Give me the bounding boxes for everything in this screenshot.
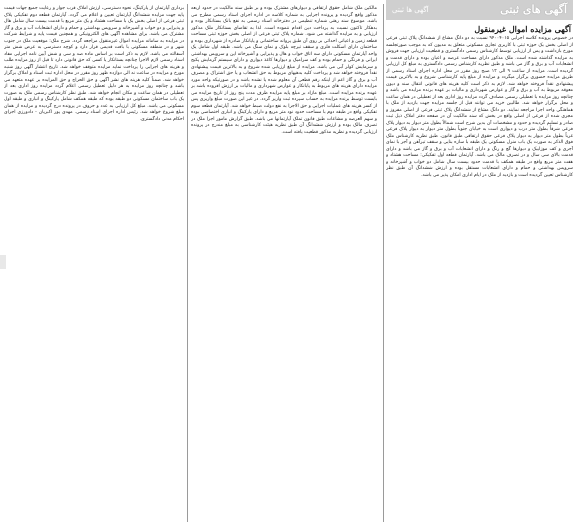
banner-title: آگهی های ثبتی <box>500 3 567 16</box>
column-right <box>386 0 573 526</box>
ad-body-left: برداری آپارتمان از پارکینگ، نحوه دسترسی، ارزش املاک قرب جوار و رعایت جمیع جهات قیمت پایه جهت مزایده ششدانگ آپارتمان تعیین و اعلام می گردد. آپارتمان قطعه دوم تفکیکی پلاک ثبتی فرعی از اصلی بخش یک با مساحت هشتاد و یک متر مربع با قدمت بیست سال شامل هال و پذیرایی و دو خواب و آشپزخانه و سرویس بهداشتی و حمام و دارای انشعابات آب و برق و گاز مشترک می باشد. برای مشاهده آگهی های الکترونیکی و همچنین قیمت پایه و شرایط شرکت در مزایده به سامانه مزایده اموال غیرمنقول مراجعه گردد. شرح ملک: موقعیت ملک در جنوب شهر و در منطقه مسکونی با بافت قدیمی قرار دارد و کوچه دسترسی به عرض شش متر آسفالته می باشد. لازم به ذکر است بر اساس ماده صد و سی و شش آیین نامه اجرایی مفاد اسناد رسمی لازم الاجرا چنانچه بستانکار یا کسی که حق قانونی دارد تا قبل از روز مزایده طلب و هزینه های اجرایی را پرداخت نماید مزایده متوقف خواهد شد. تاریخ انتشار آگهی روز شنبه مورخ و مزایده در ساعت نه الی دوازده ظهر روز مقرر در محل اداره ثبت اسناد و املاک برگزار خواهد شد. ضمناً کلیه هزینه های نشر آگهی و حق الحراج و حق المزایده بر عهده متعهد می باشد و چنانچه روز مزایده به هر دلیل تعطیل رسمی اعلام گردد مزایده روز اداری بعد از تعطیلی در همان ساعت و مکان انجام خواهد شد. طبق نظر کارشناس رسمی ملک به صورت یک باب ساختمان مسکونی دو طبقه بوده که طبقه همکف شامل پارکینگ و انباری و طبقه اول مسکونی می باشد. مبلغ کل ارزیابی به عدد و حروف در پرونده درج گردیده و مزایده از همان مبلغ شروع خواهد شد. رئیس اداره اجرای اسناد رسمی. مهدی پور اکبریان - دادورزی اجرای احکام مدنی دادگستری. <box>4 6 184 122</box>
ad-body-right: در خصوص پرونده کلاسه اجرایی ۹۴۰۰۴۰۱۵ نسبت به دو دانگ مشاع از ششدانگ پلاک ثبتی فرعی از اصلی بخش یک حوزه ثبتی با کاربری تجاری مسکونی متعلق به مدیون که به موجب صورتجلسه مورخ بازداشت و پس از ارزیابی توسط کارشناس رسمی دادگستری و قطعیت ارزیابی جهت فروش به مزایده گذاشته شده است. ملک مذکور دارای مساحت عرصه و اعیان بوده و دارای قدمت و انشعابات آب و برق و گاز می باشد و طبق نظریه کارشناس رسمی دادگستری به مبلغ کل ارزیابی گردیده است. مزایده از ساعت ۹ الی ۱۲ صبح روز مقرر در محل اداره اجرای اسناد رسمی از طریق مزایده حضوری برگزار میگردد و مزایده از مبلغ پایه کارشناسی شروع و به بالاترین قیمت پیشنهادی نقداً فروخته خواهد شد. لازم به ذکر است کلیه هزینه های قانونی انتقال سند و دیون معوقه مربوط به آب و برق و گاز و عوارض شهرداری و مالیات بر عهده برنده مزایده می باشد و چنانچه روز مزایده با تعطیلی رسمی مصادف گردد مزایده روز اداری بعد از تعطیلی در همان ساعت و محل برگزار خواهد شد. طالبین خرید می توانند قبل از جلسه مزایده جهت بازدید از ملک با هماهنگی واحد اجرا مراجعه نمایند. دو دانگ مشاع از ششدانگ پلاک ثبتی فرعی از اصلی مفروز و مجزی شده از فرعی از اصلی واقع در بخش که سند مالکیت آن در صفحه دفتر املاک ذیل ثبت صادر و تسلیم گردیده و حدود و مشخصات آن بدین شرح است شمالاً بطول متر دیوار به دیوار پلاک فرعی شرقاً بطول متر درب و دیواری است به خیابان جنوباً بطول متر دیوار به دیوار پلاک فرعی غرباً بطول متر دیوار به دیوار پلاک فرعی حقوق ارتفاقی طبق قانون. طبق نظریه کارشناس ملک فوق الذکر به صورت یک باب منزل مسکونی یک طبقه با سازه بنایی و سقف تیرآهن و آجر با نمای آجری و کف موزاییک و دیوارها گچ و رنگ و دارای انشعابات آب و برق و گاز می باشد و دارای قدمت بالای سی سال و در تصرف مالک می باشد. آپارتمان قطعه اول تفکیکی: مساحت هشتاد و هفت متر مربع واقع در طبقه همکف با قدمت حدود بیست سال شامل دو خواب و آشپزخانه و سرویس بهداشتی و حمام و دارای انشعابات مستقل بوده و ارزش ششدانگ آن طبق نظر کارشناس تعیین گردیده است و بازدید از ملک در ایام اداری امکان پذیر می باشد. <box>386 36 573 178</box>
banner-decoration: آگهی ها ثبتی <box>392 6 429 14</box>
ad-title: آگهی مزایده اموال غیرمنقول <box>474 24 571 34</box>
section-banner <box>386 0 573 20</box>
ad-body-middle: مالکین ملک شامل حقوق ارتفاقی و دیوارهای مشترک بوده و بر طبق سند مالکیت در حدود اربعه مذکور واقع گردیده و پرونده اجرایی به شماره کلاسه در اداره اجرای اسناد رسمی مطرح می باشد. موضوع سند رهنی شماره تنظیمی در دفترخانه اسناد رسمی به نفع بانک بستانکار بوده و بدهکار تاکنون نسبت به پرداخت دین اقدام ننموده است. لذا به تقاضای بستانکار ملک مذکور ارزیابی و به مزایده گذاشته می شود. شماره پلاک ثبتی فرعی از اصلی بخش حوزه ثبتی مساحت قطعه زمین و اعیانی احداثی بر روی آن طبق پروانه ساختمانی و پایانکار صادره از شهرداری بوده و ساختمان دارای اسکلت فلزی و سقف تیرچه بلوک و نمای سنگ می باشد. طبقه اول شامل یک واحد آپارتمان مسکونی دارای سه اتاق خواب و هال و پذیرایی و آشپزخانه اپن و سرویس بهداشتی ایرانی و فرنگی و حمام بوده و کف سرامیک و دیوارها کاغذ دیواری و دارای سیستم گرمایش پکیج و سرمایش کولر آبی می باشد. مزایده از مبلغ ارزیابی شده شروع و به بالاترین قیمت پیشنهادی نقداً فروخته خواهد شد و پرداخت کلیه بدهیهای مربوط به حق انشعاب و یا حق اشتراک و مصرف آب و برق و گاز اعم از اینکه رقم قطعی آن معلوم شده یا نشده باشد و در صورتیکه واحد مورد مزایده دارای هزینه های مربوط به پایانکار و عوارض شهرداری و مالیات بر ارزش افزوده باشد بر عهده برنده مزایده است. مبلغ مازاد بر مبلغ پایه مزایده ظرف مدت پنج روز از تاریخ مزایده می بایست توسط برنده مزایده به حساب سپرده ثبت واریز گردد. در غیر این صورت مبلغ واریزی پس از کسر هزینه های عملیات اجرایی و حق الاجرا به نفع دولت ضبط خواهد شد. آپارتمان قطعه سوم تفکیکی واقع در طبقه دوم با مساحت حدود نود متر مربع و دارای پارکینگ و انباری اختصاصی بوده و سهم العرصه و مشاعات طبق قانون تملک آپارتمانها می باشد. طبق گزارش مامور اجرا ملک در تصرف مالک بوده و ارزش ششدانگ آن طبق نظریه هیئت کارشناسی به مبلغ مندرج در پرونده ارزیابی گردیده و نظریه مذکور قطعیت یافته است. <box>191 6 377 135</box>
column-middle <box>191 0 377 526</box>
column-left <box>4 0 184 526</box>
column-divider <box>383 4 384 522</box>
column-divider <box>187 4 188 522</box>
page-edge-marker <box>0 255 6 269</box>
